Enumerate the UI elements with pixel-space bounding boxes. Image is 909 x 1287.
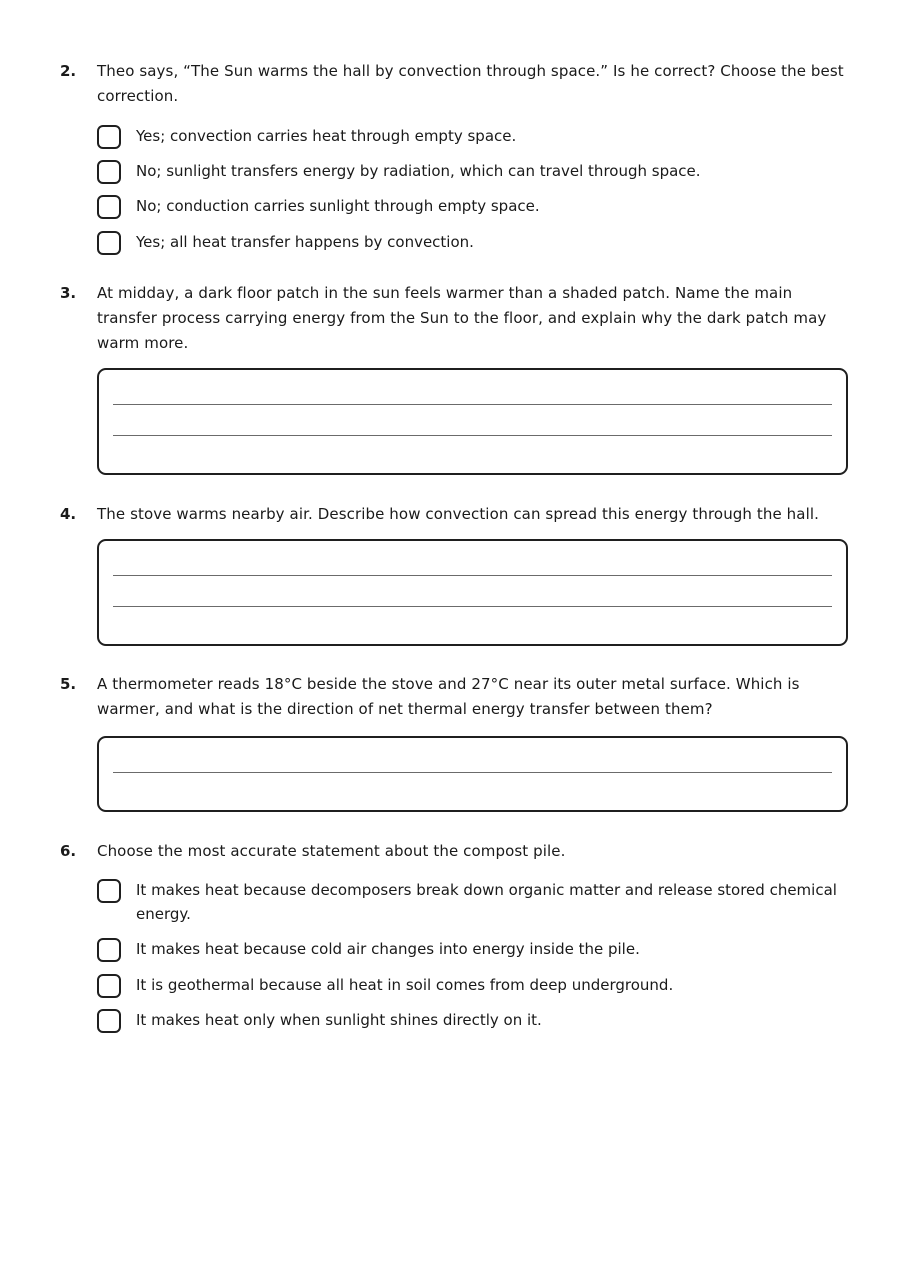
writing-line — [113, 575, 832, 576]
option-label: It is geothermal because all heat in soil comes from deep underground. — [136, 976, 674, 994]
checkbox[interactable] — [97, 938, 121, 962]
writing-line — [113, 772, 832, 773]
question-6 — [60, 839, 850, 1039]
question-4 — [60, 502, 850, 532]
question-text: A thermometer reads 18°C beside the stove and 27°C near its outer metal surface. Which is warmer, and what is the direction of net thermal energy transfer between them? — [97, 675, 800, 718]
answer-box-4[interactable] — [97, 539, 848, 646]
checkbox[interactable] — [97, 974, 121, 998]
question-text: At midday, a dark floor patch in the sun feels warmer than a shaded patch. Name the main transfer process carrying energy from the Sun to the floor, and explain why the dark patch may warm more. — [97, 284, 827, 352]
option-label: Yes; all heat transfer happens by convection. — [136, 233, 474, 251]
question-text: Theo says, “The Sun warms the hall by convection through space.” Is he correct? Choose the best correction. — [97, 62, 844, 105]
question-number: 6. — [60, 842, 77, 860]
answer-box-3[interactable] — [97, 368, 848, 475]
option-label: Yes; convection carries heat through empty space. — [136, 127, 517, 145]
checkbox[interactable] — [97, 195, 121, 219]
question-number: 3. — [60, 284, 77, 302]
option-label: It makes heat only when sunlight shines directly on it. — [136, 1011, 542, 1029]
option-label: It makes heat because cold air changes into energy inside the pile. — [136, 940, 640, 958]
question-number: 2. — [60, 62, 77, 80]
question-5 — [60, 672, 850, 727]
question-2 — [60, 59, 850, 259]
checkbox[interactable] — [97, 125, 121, 149]
checkbox[interactable] — [97, 879, 121, 903]
option-label: No; conduction carries sunlight through empty space. — [136, 197, 540, 215]
question-text: The stove warms nearby air. Describe how convection can spread this energy through the hall. — [97, 505, 819, 523]
checkbox[interactable] — [97, 231, 121, 255]
question-3 — [60, 281, 850, 361]
answer-box-5[interactable] — [97, 736, 848, 812]
writing-line — [113, 606, 832, 607]
question-text: Choose the most accurate statement about the compost pile. — [97, 842, 566, 860]
writing-line — [113, 404, 832, 405]
checkbox[interactable] — [97, 160, 121, 184]
question-number: 5. — [60, 675, 77, 693]
question-number: 4. — [60, 505, 77, 523]
writing-line — [113, 435, 832, 436]
option-label: It makes heat because decomposers break down organic matter and release stored chemical energy. — [136, 881, 837, 923]
checkbox[interactable] — [97, 1009, 121, 1033]
option-label: No; sunlight transfers energy by radiation, which can travel through space. — [136, 162, 701, 180]
